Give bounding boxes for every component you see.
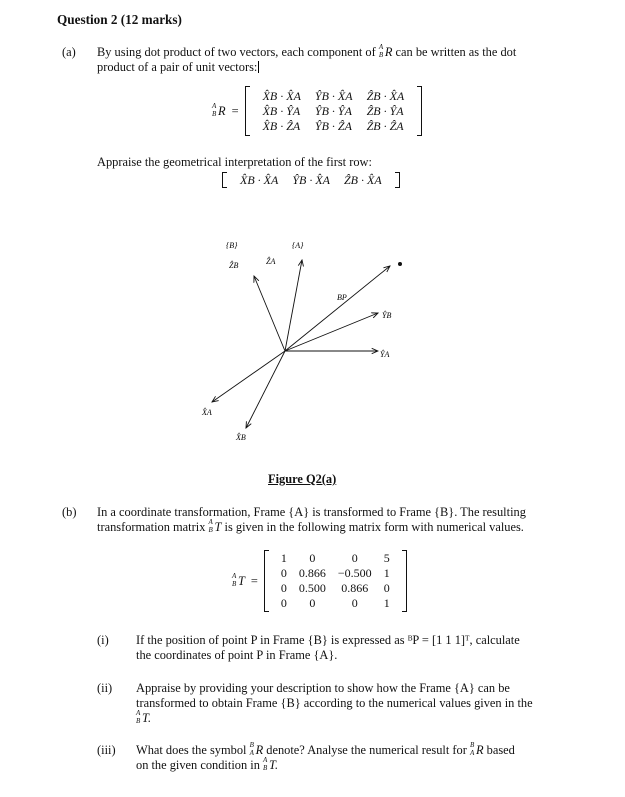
transform-matrix-cell: 5 [383,551,390,565]
sub-iii-r-symbol-2: B A R [469,741,484,757]
rotation-matrix-cell: ẐB · ŶA [366,103,404,118]
sub-iii-r-symbol: B A R [249,741,264,757]
rotation-equals: = [231,103,239,118]
transform-matrix-cell: 0 [351,551,358,565]
part-a-line1: By using dot product of two vectors, each component of [97,45,376,59]
transform-matrix-cell: 0 [383,581,390,595]
sub-i-label: (i) [97,633,109,647]
sub-i-line2: the coordinates of point P in Frame {A}. [136,648,338,662]
part-a-label: (a) [62,45,76,59]
part-b-line1: In a coordinate transformation, Frame {A} is transformed to Frame {B}. The resulting [97,505,526,519]
za-label: ẐA [266,257,276,266]
transform-matrix-cell: 0 [280,596,287,610]
rotation-matrix-cell: X̂B · X̂A [262,88,301,103]
matrix-row [275,581,396,596]
rotation-matrix-cell: ẐB · X̂A [366,88,405,103]
appraise-text: Appraise the geometrical interpretation of the first row: [97,155,372,169]
t-left-bracket [264,550,269,612]
sub-ii-line1: Appraise by providing your description to show how the Frame {A} can be [136,681,510,695]
part-b-label: (b) [62,505,77,519]
transform-equals: = [250,573,258,588]
transform-matrix-cell: 0 [309,596,316,610]
matrix-right-bracket [417,86,422,136]
transform-matrix-cell: 0 [309,551,316,565]
first-row-cell: ẐB · X̂A [344,172,382,187]
matrix-row [275,596,396,611]
text-cursor [258,61,259,73]
sub-i-line1: If the position of point P in Frame {B} is expressed as ᴮP = [1 1 1]ᵀ, calculate [136,633,520,647]
yb-axis [285,313,378,351]
transform-matrix [275,551,396,611]
xa-axis [212,351,285,402]
sub-ii-text [136,681,556,726]
transform-symbol-inline: A B T [208,518,222,534]
transform-matrix-cell: 1 [383,566,390,580]
matrix-row [275,566,396,581]
xa-label: X̂A [202,408,212,417]
sub-ii-line2: transformed to obtain Frame {B} according to the numerical values given in the [136,696,533,710]
transform-matrix-cell: 0.500 [298,581,326,595]
part-a-line2: product of a pair of unit vectors: [97,60,258,74]
matrix-row [233,173,389,188]
figure-caption: Figure Q2(a) [268,472,337,486]
rotation-matrix-cell: ŶB · ŶA [314,103,352,118]
part-a-line1-end: can be written as the dot [395,45,517,59]
part-b-line2-post: is given in the following matrix form with numerical values. [224,520,524,534]
frame-b-label: {B} [226,241,238,250]
part-b-text [97,505,557,535]
transform-matrix-cell: 0 [280,566,287,580]
first-row [233,173,389,188]
xb-axis [246,351,285,428]
sub-iii-t-symbol: A B T. [263,756,279,772]
sub-iii-line1-mid: denote? Analyse the numerical result for [266,743,467,757]
rotation-matrix-symbol: A B R [212,101,226,118]
rotation-matrix-cell: X̂B · ẐA [262,118,301,133]
transform-matrix-cell: 1 [383,596,390,610]
zb-axis [254,276,285,351]
part-b-line2-pre: transformation matrix [97,520,206,534]
rotation-matrix [256,89,412,134]
first-row-cell: X̂B · X̂A [240,172,279,187]
bp-vector [285,266,390,351]
sub-iii-label: (iii) [97,743,116,757]
bp-label: BP [337,293,347,302]
sub-iii-text [136,743,561,773]
transform-matrix-cell: 0 [280,581,287,595]
point-p [398,262,402,266]
rotation-matrix-cell: ŶB · X̂A [314,88,353,103]
sub-ii-label: (ii) [97,681,113,695]
yb-label: ŶB [382,311,392,320]
matrix-left-bracket [245,86,250,136]
sub-ii-t-symbol: A B T. [136,709,152,725]
matrix-row [256,104,412,119]
question-title: Question 2 (12 marks) [57,12,182,27]
first-row-right-bracket [395,172,400,188]
matrix-row [256,119,412,134]
rotation-matrix-cell: ẐB · ẐA [366,118,404,133]
frame-a-label: {A} [292,241,304,250]
rotation-matrix-cell: ŶB · ẐA [314,118,352,133]
first-row-left-bracket [222,172,227,188]
first-row-expression [222,172,400,192]
xb-label: X̂B [236,433,246,442]
zb-label: ẐB [229,261,239,270]
transform-matrix-cell: 0.866 [341,581,369,595]
sub-i-text [136,633,556,663]
transform-matrix-cell: 0.866 [298,566,326,580]
part-a-text [97,45,567,75]
transform-matrix-equation [232,550,407,612]
transform-matrix-cell: −0.500 [337,566,372,580]
matrix-row [275,551,396,566]
sub-iii-line1-pre: What does the symbol [136,743,247,757]
transform-matrix-symbol: A B T [232,571,245,588]
figure-q2a [150,228,430,460]
sub-iii-line1-post: based [486,743,515,757]
transform-matrix-cell: 0 [351,596,358,610]
ya-label: ŶA [380,350,390,359]
sub-iii-line2-pre: on the given condition in [136,758,260,772]
first-row-cell: ŶB · X̂A [292,172,330,187]
t-right-bracket [402,550,407,612]
rotation-matrix-cell: X̂B · ŶA [262,103,301,118]
matrix-row [256,89,412,104]
rotation-matrix-equation [212,86,422,136]
transform-matrix-cell: 1 [280,551,287,565]
rotation-symbol: A B R [378,43,393,59]
za-axis [285,260,302,351]
